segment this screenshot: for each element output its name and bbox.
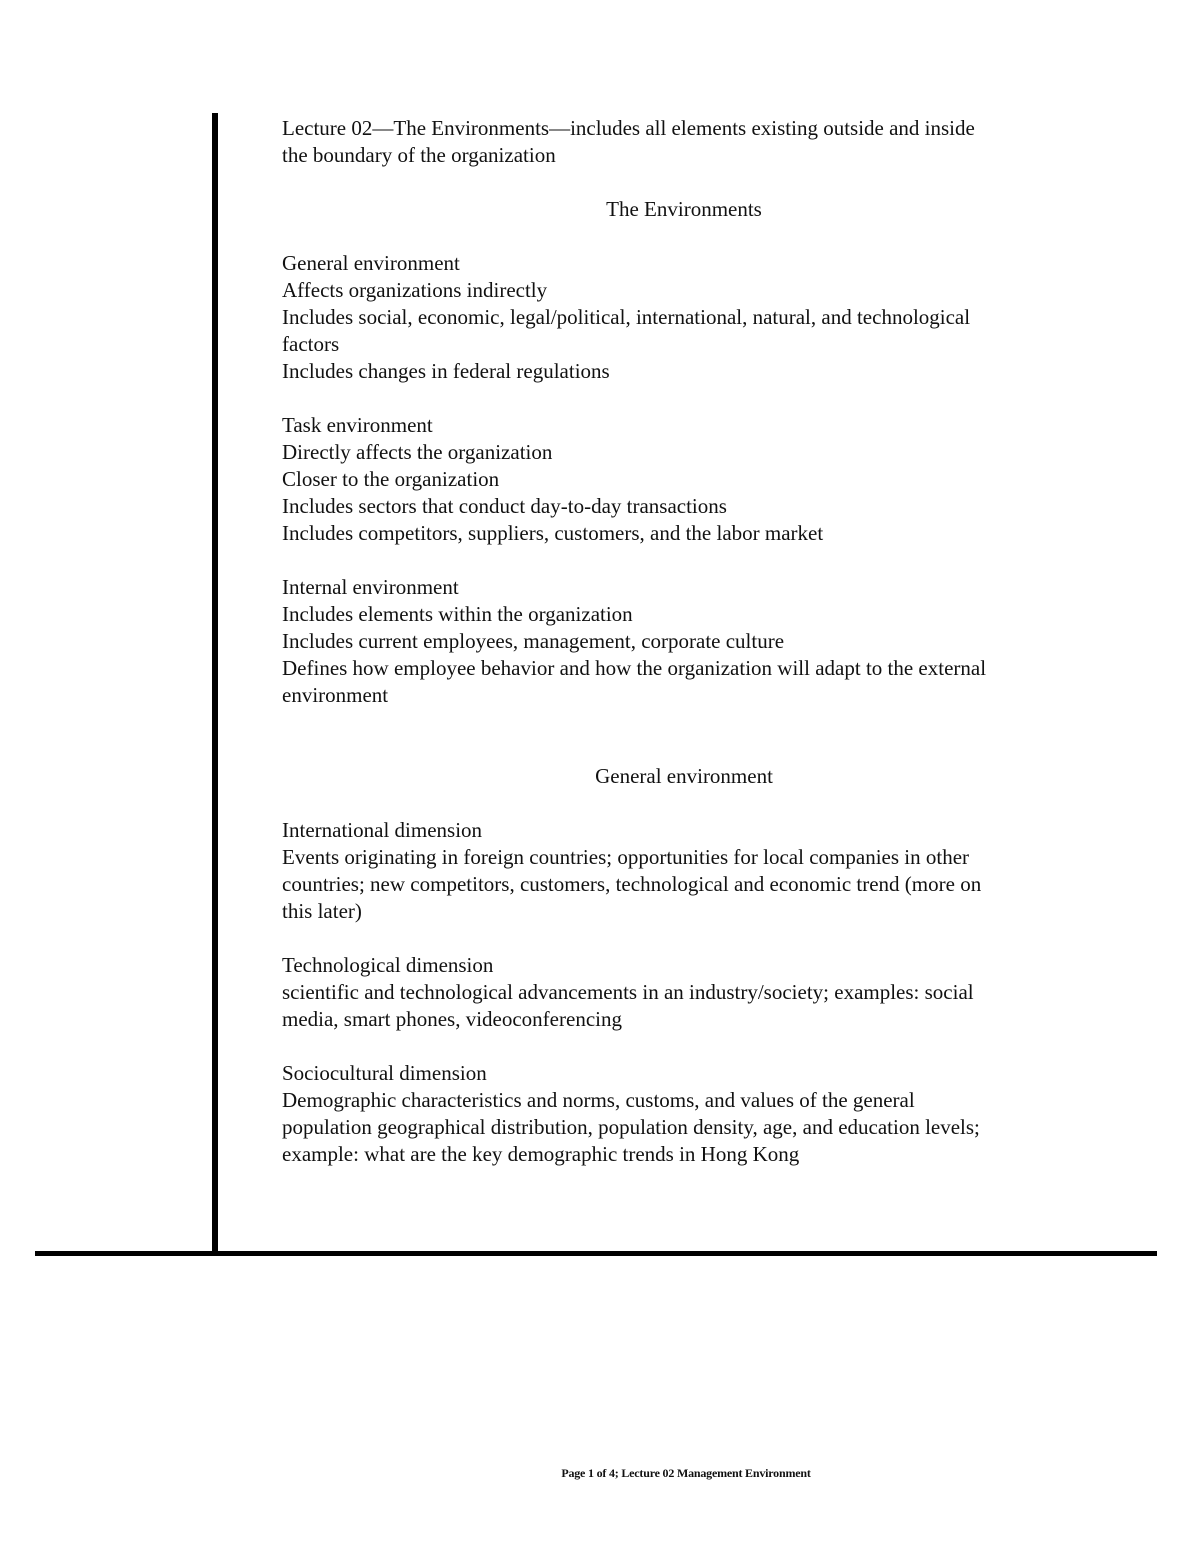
intro-line: Lecture 02—The Environments—includes all elements existing outside and inside <box>282 116 975 140</box>
block-title: Technological dimension <box>282 953 494 977</box>
block-line: Includes competitors, suppliers, customers, and the labor market <box>282 521 824 545</box>
block-title: General environment <box>282 251 460 275</box>
block-title: Internal environment <box>282 575 459 599</box>
block-line: Demographic characteristics and norms, customs, and values of the general <box>282 1088 915 1112</box>
left-margin-rule <box>212 113 218 1251</box>
intro-paragraph <box>282 115 1092 169</box>
block-line: media, smart phones, videoconferencing <box>282 1007 622 1031</box>
block-title: Sociocultural dimension <box>282 1061 487 1085</box>
block-line: this later) <box>282 899 362 923</box>
block-line: population geographical distribution, population density, age, and education levels; <box>282 1115 980 1139</box>
general-environment-block <box>282 250 1092 385</box>
block-title: International dimension <box>282 818 483 842</box>
internal-environment-block <box>282 574 1092 709</box>
lecture-notes <box>282 115 1092 1168</box>
block-line: Events originating in foreign countries; opportunities for local companies in other <box>282 845 970 869</box>
block-line: Closer to the organization <box>282 467 500 491</box>
sociocultural-dimension-block <box>282 1060 1092 1168</box>
block-line: Includes social, economic, legal/political, international, natural, and technological <box>282 305 971 329</box>
task-environment-block <box>282 412 1092 547</box>
block-line: Includes changes in federal regulations <box>282 359 610 383</box>
page-footer: Page 1 of 4; Lecture 02 Management Environment <box>561 1466 811 1480</box>
block-line: Includes current employees, management, corporate culture <box>282 629 785 653</box>
section-heading-environments: The Environments <box>606 197 762 221</box>
block-line: Includes elements within the organization <box>282 602 633 626</box>
block-line: factors <box>282 332 340 356</box>
block-line: example: what are the key demographic trends in Hong Kong <box>282 1142 800 1166</box>
block-line: Defines how employee behavior and how the organization will adapt to the external <box>282 656 987 680</box>
block-line: scientific and technological advancements in an industry/society; examples: social <box>282 980 974 1004</box>
technological-dimension-block <box>282 952 1092 1033</box>
intro-line: the boundary of the organization <box>282 143 556 167</box>
block-line: Affects organizations indirectly <box>282 278 548 302</box>
block-line: Directly affects the organization <box>282 440 553 464</box>
block-title: Task environment <box>282 413 433 437</box>
section-heading-general-environment: General environment <box>595 764 773 788</box>
block-line: countries; new competitors, customers, technological and economic trend (more on <box>282 872 982 896</box>
international-dimension-block <box>282 817 1092 925</box>
block-line: Includes sectors that conduct day-to-day transactions <box>282 494 727 518</box>
block-line: environment <box>282 683 389 707</box>
bottom-separator-rule <box>35 1251 1157 1256</box>
